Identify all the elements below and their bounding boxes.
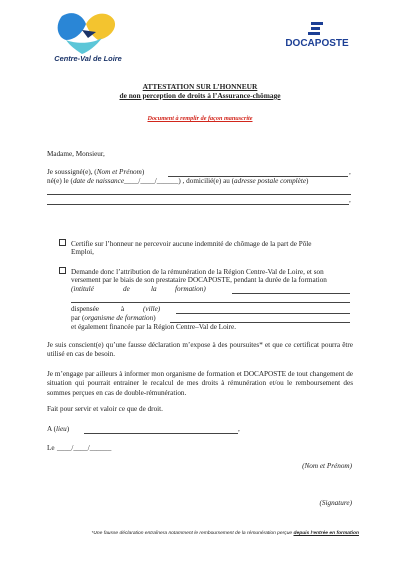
birth-date-blanks[interactable]: ____/____/______	[124, 177, 179, 185]
footnote	[0, 531, 359, 536]
address-suffix: )	[306, 177, 309, 185]
title-line-2: de non perception de droits à l’Assurance-chômage	[119, 91, 281, 100]
salutation: Madame, Monsieur,	[47, 150, 105, 158]
certify-checkbox[interactable]	[59, 239, 66, 246]
region-heart-icon	[52, 10, 124, 54]
nom-prenom-label: (Nom et Prénom)	[302, 462, 352, 470]
footnote-emphasis: depuis l’entrée en formation	[293, 531, 359, 536]
birth-italic: date de naissance	[72, 177, 125, 185]
address-italic: adresse postale complète	[234, 177, 307, 185]
request-text-line-2: versement par le biais de son prestataire DOCAPOSTE, pendant la durée de la formation	[71, 276, 327, 284]
intitule-field-line-1[interactable]	[232, 293, 350, 294]
request-text-line-1: Demande donc l’attribution de la rémunération de la Région Centre-Val de Loire, et son	[71, 268, 324, 276]
closing-text: Fait pour servir et valoir ce que de droit.	[47, 405, 163, 413]
footnote-text: *Une fausse déclaration entraînera notamment le remboursement de la rémunération perçue	[91, 531, 294, 536]
title-line-1: ATTESTATION SUR L’HONNEUR	[142, 82, 258, 91]
date-line: Le	[47, 444, 55, 452]
checkbox-item-1	[59, 239, 312, 249]
region-logo-label: Centre-Val de Loire	[54, 54, 122, 63]
place-field-line[interactable]	[84, 433, 238, 434]
par-line: par (organisme de formation)	[71, 314, 156, 322]
identity-name-suffix: )	[141, 168, 145, 176]
identity-name-italic: Nom et Prénom	[96, 168, 142, 176]
date-blanks[interactable]: ____/____/______	[57, 444, 112, 452]
request-checkbox[interactable]	[59, 267, 66, 274]
docaposte-logo-label: DOCAPOSTE	[285, 38, 349, 49]
ville-field-line[interactable]	[176, 313, 350, 314]
birth-prefix: né(e) le (	[47, 177, 73, 185]
region-logo	[52, 10, 124, 66]
paragraph-awareness: Je suis conscient(e) qu’une fausse déclaration m’expose à des poursuites* et que ce certificat pourra être utilisé en cas de besoin.	[47, 341, 353, 359]
address-field-line-1[interactable]	[47, 194, 351, 195]
identity-name-prefix: Je soussigné(e), (	[47, 168, 97, 176]
address-prefix: ) , domicilié(e) au (	[178, 177, 235, 185]
signature-label: (Signature)	[319, 499, 352, 507]
docaposte-logo	[282, 20, 352, 52]
certify-text-line-2: Emploi,	[71, 248, 94, 256]
docaposte-mark-icon	[282, 20, 352, 40]
identity-line-1	[47, 168, 144, 177]
handwriting-notice: Document à remplir de façon manuscrite	[147, 115, 253, 122]
certify-text-line-1: Certifie sur l’honneur ne percevoir aucune indemnité de chômage de la part de Pôle	[71, 240, 312, 248]
place-line: A (lieu)	[47, 425, 70, 433]
financing-text: et également financée par la Région Centre–Val de Loire.	[71, 323, 237, 331]
paragraph-commitment: Je m’engage par ailleurs à informer mon organisme de formation et DOCAPOSTE de tout changement de situation qui pourrait entrainer le recalcul de mes droits à rémunération et/ou le remboursement des sommes perçues en cas de double-rémunération.	[47, 370, 353, 397]
intitule-field-line-2[interactable]	[71, 302, 350, 303]
address-field-line-2[interactable]	[47, 204, 349, 205]
dispensee-line: dispensée à (ville)	[71, 305, 161, 313]
identity-line-2	[47, 177, 308, 186]
